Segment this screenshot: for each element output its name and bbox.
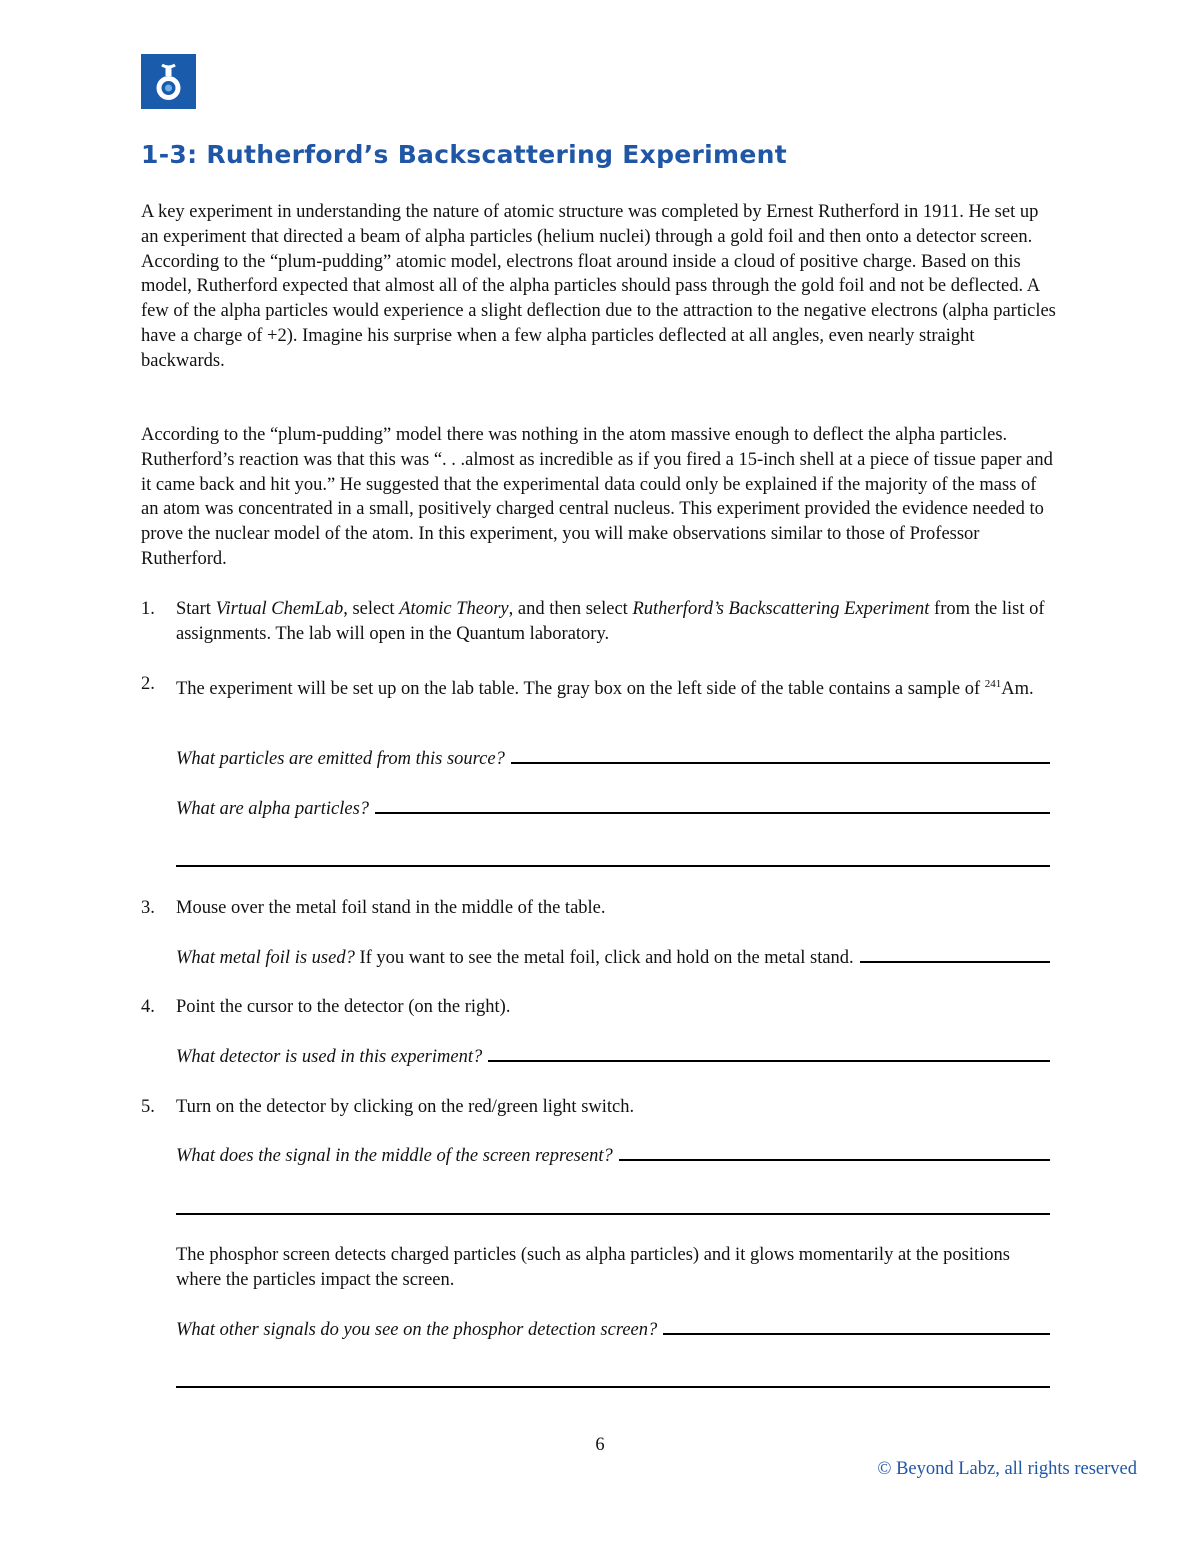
question-text: What detector is used in this experiment? [176,1047,483,1067]
answer-line[interactable] [176,1386,1050,1388]
question-particles-emitted [176,746,1050,771]
step-3-text: Mouse over the metal foil stand in the middle of the table. [176,898,606,918]
answer-line[interactable] [176,865,1050,867]
step-number: 1. [141,599,155,619]
step-5-text: Turn on the detector by clicking on the red/green light switch. [176,1097,635,1117]
answer-line[interactable] [663,1317,1050,1335]
intro-paragraph-1: A key experiment in understanding the nature of atomic structure was completed by Ernest Rutherford in 1911. He set up an experiment that directed a beam of alpha particles (helium nuclei) through a gold foil and then onto a detector screen. According to the “plum-pudding” atomic model, electrons float around inside a cloud of positive charge. Based on this model, Rutherford expected that almost all of the alpha particles should pass through the gold foil and not be deflected. A few of the alpha particles would experience a slight deflection due to the attraction to the negative electrons (alpha particles have a charge of +2). Imagine his surprise when a few alpha particles deflected at all angles, even nearly straight backwards. [141,202,1056,371]
step-number: 3. [141,898,155,918]
step-2-text: The experiment will be set up on the lab table. The gray box on the left side of the table contains a sample of $^{241}$Am. [176,678,1034,699]
page-number: 6 [595,1435,605,1455]
question-signal-middle [176,1143,1050,1168]
step-number: 5. [141,1097,155,1117]
question-metal-foil [176,945,1050,970]
step-1-text: Start Virtual ChemLab, select Atomic Theory, and then select Rutherford’s Backscattering Experiment from the list of assignments. The lab will open in the Quantum laboratory. [176,599,1045,644]
step-number: 2. [141,674,155,694]
answer-line[interactable] [619,1143,1050,1161]
beyond-labz-logo-icon [141,54,196,109]
intro-paragraph-2: According to the “plum-pudding” model there was nothing in the atom massive enough to deflect the alpha particles. Rutherford’s reaction was that this was “. . .almost as incredible as if you fired a 15-inch shell at a piece of tissue paper and it came back and hit you.” He suggested that the experimental data could only be explained if the majority of the mass of an atom was concentrated in a small, positively charged central nucleus. This experiment provided the evidence needed to prove the nuclear model of the atom. In this experiment, you will make observations similar to those of Professor Rutherford. [141,425,1053,569]
answer-line[interactable] [488,1044,1050,1062]
question-other-signals [176,1317,1050,1342]
phosphor-screen-note: The phosphor screen detects charged particles (such as alpha particles) and it glows momentarily at the positions where the particles impact the screen. [176,1245,1010,1290]
page-title: 1-3: Rutherford’s Backscattering Experiment [141,140,788,169]
answer-line[interactable] [511,746,1050,764]
step-number: 4. [141,997,155,1017]
question-text: What other signals do you see on the phosphor detection screen? [176,1320,658,1340]
question-text: What are alpha particles? [176,799,370,819]
question-text: What does the signal in the middle of the screen represent? [176,1146,613,1166]
question-alpha-particles [176,796,1050,821]
copyright-notice: © Beyond Labz, all rights reserved [877,1459,1137,1479]
question-text: What metal foil is used? If you want to see the metal foil, click and hold on the metal stand. [176,948,854,968]
question-text: What particles are emitted from this source? [176,749,505,769]
answer-line[interactable] [860,945,1050,963]
answer-line[interactable] [176,1213,1050,1215]
answer-line[interactable] [375,796,1050,814]
step-4-text: Point the cursor to the detector (on the right). [176,997,511,1017]
copyright-icon: © [877,1459,892,1479]
question-detector [176,1044,1050,1069]
